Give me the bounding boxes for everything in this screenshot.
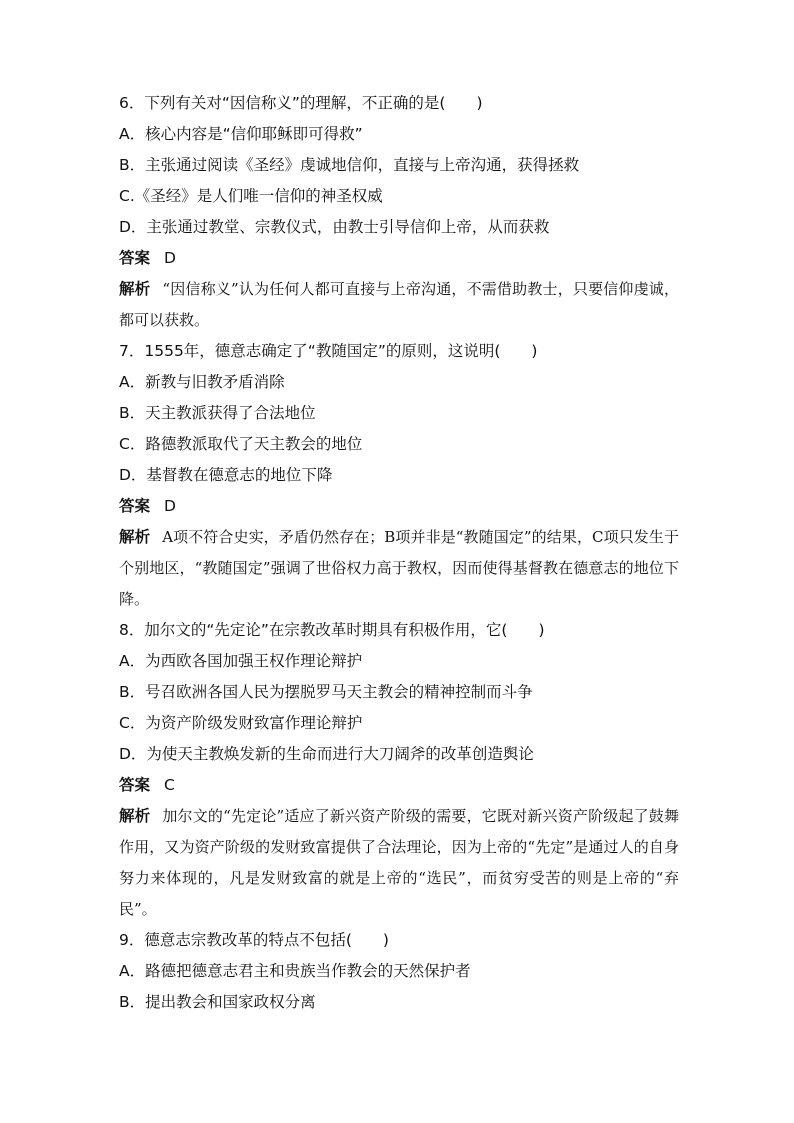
answer-label: 答案 — [119, 776, 151, 794]
question-9-option-b: B．提出教会和国家政权分离 — [119, 993, 316, 1011]
answer-label: 答案 — [119, 497, 151, 515]
question-8-answer — [119, 770, 679, 801]
answer-label: 答案 — [119, 249, 151, 267]
question-8-explanation — [119, 801, 679, 925]
question-7-explanation — [119, 522, 679, 615]
question-8-option-b: B．号召欧洲各国人民为摆脱罗马天主教会的精神控制而斗争 — [119, 683, 533, 701]
question-6-explanation — [119, 274, 679, 336]
question-6-option-d: D．主张通过教堂、宗教仪式，由教士引导信仰上帝，从而获救 — [119, 218, 550, 236]
question-8-stem: 8．加尔文的“先定论”在宗教改革时期具有积极作用，它( ) — [119, 621, 545, 639]
explanation-label: 解析 — [119, 280, 151, 298]
question-8-option-a: A．为西欧各国加强王权作理论辩护 — [119, 652, 363, 670]
question-6-stem: 6．下列有关对“因信称义”的理解，不正确的是( ) — [119, 94, 483, 112]
answer-value: D — [164, 497, 176, 515]
question-6-option-a: A．核心内容是“信仰耶稣即可得救” — [119, 125, 363, 143]
question-6-option-c: C.《圣经》是人们唯一信仰的神圣权威 — [119, 187, 383, 205]
answer-value: D — [164, 249, 176, 267]
question-7-option-b: B．天主教派获得了合法地位 — [119, 404, 316, 422]
question-9-option-a: A．路德把德意志君主和贵族当作教会的天然保护者 — [119, 962, 471, 980]
question-7-option-a: A．新教与旧教矛盾消除 — [119, 373, 285, 391]
question-7-option-c: C．路德教派取代了天主教会的地位 — [119, 435, 363, 453]
question-7-option-d: D．基督教在德意志的地位下降 — [119, 466, 333, 484]
answer-value: C — [164, 776, 175, 794]
question-8-option-d: D．为使天主教焕发新的生命而进行大刀阔斧的改革创造舆论 — [119, 745, 534, 763]
question-6-option-b: B．主张通过阅读《圣经》虔诚地信仰，直接与上帝沟通，获得拯救 — [119, 156, 580, 174]
explanation-text: 加尔文的“先定论”适应了新兴资产阶级的需要，它既对新兴资产阶级起了鼓舞作用，又为资产阶级的发财致富提供了合法理论，因为上帝的“先定”是通过人的自身努力来体现的，凡是发财致富的就是上帝的“选民”，而贫穷受苦的则是上帝的“弃民”。 — [119, 807, 679, 918]
explanation-text: A项不符合史实，矛盾仍然存在；B项并非是“教随国定”的结果，C项只发生于个别地区，“教随国定”强调了世俗权力高于教权，因而使得基督教在德意志的地位下降。 — [119, 528, 679, 608]
question-7-stem: 7．1555年，德意志确定了“教随国定”的原则，这说明( ) — [119, 342, 538, 360]
question-8-option-c: C．为资产阶级发财致富作理论辩护 — [119, 714, 363, 732]
question-9-stem: 9．德意志宗教改革的特点不包括( ) — [119, 931, 389, 949]
document-body — [119, 88, 679, 1018]
explanation-label: 解析 — [119, 528, 151, 546]
question-6-answer — [119, 243, 679, 274]
explanation-label: 解析 — [119, 807, 151, 825]
question-7-answer — [119, 491, 679, 522]
explanation-text: “因信称义”认为任何人都可直接与上帝沟通，不需借助教士，只要信仰虔诚，都可以获救。 — [119, 280, 679, 329]
